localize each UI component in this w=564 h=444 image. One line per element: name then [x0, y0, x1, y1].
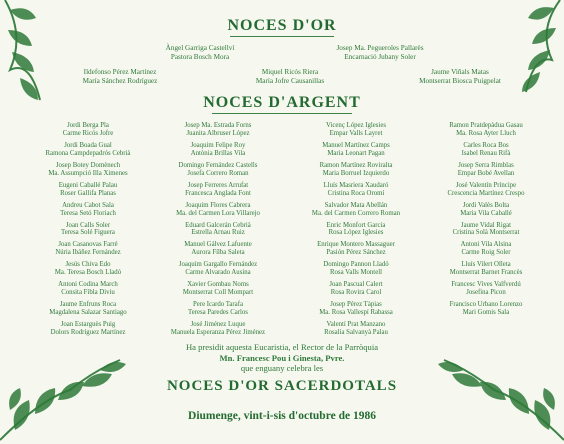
husband-name: Francisco Urbano Lorenzo — [449, 301, 523, 309]
silver-couple — [420, 301, 552, 317]
husband-name: Vicenç López Iglesies — [326, 122, 386, 129]
husband-name: Antoni Codina March — [58, 281, 118, 289]
silver-couple — [290, 162, 422, 178]
priestly-anniversary-title: NOCES D'OR SACERDOTALS — [166, 377, 398, 394]
wife-name: Montserrat Coll Mompart — [182, 289, 254, 297]
husband-name: Jordi Boada Gual — [64, 141, 112, 149]
silver-couple — [290, 321, 422, 337]
wife-name: Crescencia Martínez Crespo — [447, 189, 525, 197]
husband-name: Josep Ferreres Arrufat — [187, 181, 249, 189]
wife-name: Pasión Pérez Sánchez — [326, 249, 386, 257]
silver-couple — [152, 122, 284, 138]
silver-couple — [420, 281, 552, 297]
silver-couple — [22, 301, 154, 317]
silver-couple — [152, 142, 284, 158]
husband-name: Joan Calls Soler — [65, 221, 111, 229]
wife-name: Ma. Teresa Bosch Lladó — [54, 269, 122, 277]
wife-name: Isabel Renau Rifà — [461, 149, 511, 157]
wife-name: Rosalia Salvanyà Palau — [324, 328, 388, 336]
wife-name: Juanita Albruser López — [186, 129, 250, 137]
silver-couple — [290, 241, 422, 257]
husband-name: Josep Pérez Tàpias — [330, 301, 382, 309]
silver-couple — [420, 202, 552, 218]
silver-couple — [290, 202, 422, 218]
silver-anniversary-title: NOCES D'ARGENT — [203, 94, 361, 111]
silver-couple — [290, 122, 422, 138]
silver-couple — [152, 162, 284, 178]
wife-name: Teresa Paredes Carlos — [188, 309, 248, 317]
silver-couple — [290, 301, 422, 317]
silver-couple — [22, 261, 154, 277]
wife-name: Antònia Brillas Vila — [190, 149, 246, 157]
silver-column — [22, 122, 154, 341]
silver-couple — [22, 162, 154, 178]
silver-couple — [152, 241, 284, 257]
wife-name: Carme Roig Soler — [461, 249, 511, 257]
silver-couple — [152, 301, 284, 317]
wife-name: Ramona Campdepadrós Cebrià — [45, 149, 131, 157]
wife-name: Carme Ricós Jofre — [62, 129, 114, 137]
husband-name: Jesús Chiva Edo — [65, 261, 111, 269]
rector-name: Mn. Francesc Pou i Ginesta, Pvre. — [219, 352, 345, 363]
wife-name: Teresa Solé Figuera — [61, 229, 115, 237]
husband-name: Joaquim Gargallo Fernández — [178, 261, 258, 269]
silver-couple — [152, 202, 284, 218]
silver-column — [290, 122, 422, 341]
wife-name: Empar Bobé Avellan — [457, 169, 515, 177]
silver-couple — [22, 202, 154, 218]
wife-name: Josefina Picon — [466, 289, 506, 297]
wife-name: Dolors Rodríguez Martínez — [50, 328, 126, 336]
silver-couple — [290, 261, 422, 277]
husband-name: Domingo Pannon Lladó — [323, 261, 389, 269]
silver-couple — [420, 162, 552, 178]
wife-name: Montserrat Barnet Francès — [449, 269, 523, 277]
silver-couple — [420, 241, 552, 257]
silver-couple — [420, 182, 552, 198]
silver-couple — [152, 222, 284, 238]
wife-name: Magdalena Salazar Santiago — [49, 309, 127, 317]
silver-couple — [22, 142, 154, 158]
husband-name: Jaume Enfruns Roca — [59, 301, 117, 309]
gold-title-underline — [230, 36, 334, 37]
wife-name: Cristina Roca Oromí — [327, 189, 385, 197]
husband-name: Antoni Vila Alsina — [460, 241, 512, 249]
silver-couple — [290, 182, 422, 198]
husband-name: Manuel Gálvez Lafuente — [184, 241, 252, 249]
wife-name: Maria Leonart Pagan — [327, 149, 385, 157]
silver-couple — [22, 241, 154, 257]
husband-name: José Valentín Príncipe — [455, 181, 517, 189]
silver-couple — [152, 261, 284, 277]
silver-column — [420, 122, 552, 321]
husband-name: Domingo Fernández Castells — [178, 161, 258, 169]
wife-name: Rosa Valls Montell — [330, 269, 382, 277]
husband-name: Carles Roca Bos — [463, 141, 509, 149]
wife-name: Mari Gomis Sala — [462, 309, 510, 317]
wife-name: Roser Gallifa Planas — [60, 189, 116, 197]
silver-couple — [22, 281, 154, 297]
husband-name: Joan Pascual Calert — [329, 281, 383, 289]
husband-name: Pere Icardo Tarafa — [193, 301, 243, 309]
husband-name: José Jiménez Luque — [190, 321, 246, 329]
wife-name: Maria Borruel Izquierdo — [322, 169, 390, 177]
wife-name: Manuela Esperanza Pérez Jiménez — [170, 328, 266, 336]
wife-name: Ma. del Carmen Lora Villarejo — [176, 209, 260, 217]
husband-name: Manuel Martínez Camps — [322, 141, 390, 149]
wife-name: Núria Ibáñez Fernández — [55, 249, 121, 257]
husband-name: Josep Serra Rimblas — [458, 161, 514, 169]
wife-name: Rosa Rovira Carol — [330, 289, 382, 297]
presided-line: Ha presidit aquesta Eucaristia, el Rector de la Parròquia — [185, 342, 379, 352]
wife-name: Ma. Rosa Vallespí Rabassa — [319, 309, 393, 317]
husband-name: Joaquim Felipe Roy — [190, 141, 246, 149]
husband-name: Valentí Prat Manzano — [326, 321, 386, 329]
husband-name: Joan Casanovas Farré — [58, 241, 118, 249]
husband-name: Ramon Martínez Roviralta — [319, 161, 393, 169]
wife-name: Josefa Correro Roman — [187, 169, 249, 177]
gold-couple: Josep Ma. Pegueroles Pallarès Encarnació Jubany Soler — [336, 44, 424, 61]
husband-name: Lluís Masriera Xaudaró — [323, 181, 389, 189]
husband-name: Ramon Pratdepàdua Gasau — [449, 122, 523, 129]
wife-name: Consita Fíbla Diviu — [61, 289, 115, 297]
wife-name: Ma. Assumpció Illa Ximenes — [48, 169, 128, 177]
husband-name: Jaume Vidal Rigat — [460, 221, 512, 229]
wife-name: Ma. del Carmen Correro Roman — [311, 209, 401, 217]
silver-couple — [22, 122, 154, 138]
husband-name: Eugeni Caballé Palau — [58, 181, 118, 189]
wife-name: Cristina Solà Montserrat — [452, 229, 520, 237]
silver-couple — [290, 222, 422, 238]
husband-name: Enric Monfort Garcia — [326, 221, 386, 229]
silver-couple — [420, 261, 552, 277]
husband-name: Joan Estarguès Puig — [60, 321, 116, 329]
silver-couple — [22, 182, 154, 198]
husband-name: Lluís Vilert Olleta — [461, 261, 511, 269]
silver-couple — [152, 281, 284, 297]
wife-name: Carme Alvarado Ausina — [185, 269, 251, 277]
husband-name: Francesc Vives Valfverdú — [451, 281, 521, 289]
husband-name: Xavier Gombau Noms — [187, 281, 249, 289]
husband-name: Josep Ma. Estrada Forns — [184, 122, 252, 129]
silver-column — [152, 122, 284, 341]
husband-name: Andreu Cabot Sala — [62, 201, 114, 209]
silver-couple — [420, 142, 552, 158]
wife-name: Maria Vila Caballé — [460, 209, 512, 217]
wife-name: Estrella Arnau Ruiz — [191, 229, 245, 237]
husband-name: Jordi Valès Bolta — [462, 201, 510, 209]
silver-couple — [152, 182, 284, 198]
wife-name: Empar Valls Layret — [329, 129, 383, 137]
silver-couple — [22, 321, 154, 337]
husband-name: Joaquim Flores Cabrera — [185, 201, 251, 209]
wife-name: Teresa Setó Floriach — [60, 209, 116, 217]
husband-name: Eduard Galcerán Cebrià — [185, 221, 251, 229]
wife-name: Ma. Rosa Ayter Lluch — [456, 129, 516, 137]
silver-couple — [290, 142, 422, 158]
silver-couple — [290, 281, 422, 297]
celebration-notice — [0, 342, 564, 395]
silver-title-underline — [212, 113, 352, 114]
husband-name: Jordi Berga Pla — [67, 122, 109, 129]
wife-name: Rosa López Iglesies — [328, 229, 384, 237]
silver-couple — [22, 222, 154, 238]
silver-couple — [420, 122, 552, 138]
gold-couple: Miquel Ricós Riera María Jofre Causanillas — [255, 68, 325, 85]
celebrates-line: que enguany celebra les — [240, 363, 324, 373]
husband-name: Josep Botey Domènech — [55, 161, 121, 169]
wife-name: Aurora Fílba Saleta — [191, 249, 245, 257]
wife-name: Francesca Anglada Font — [185, 189, 251, 197]
husband-name: Salvador Mata Abellán — [324, 201, 388, 209]
gold-couple: Jaume Viñals Matas Montserrat Biosca Puigpelat — [419, 68, 501, 85]
husband-name: Enrique Montero Massaguer — [317, 241, 395, 249]
gold-couple: Ildefonso Pérez Martínez María Sánchez Rodríguez — [82, 68, 158, 85]
event-date: Diumenge, vint-i-sis d'octubre de 1986 — [188, 410, 376, 422]
silver-couple — [420, 222, 552, 238]
silver-couple — [152, 321, 284, 337]
gold-couple: Àngel Garriga Castellví Pastora Bosch Mora — [165, 44, 235, 61]
gold-anniversary-title: NOCES D'OR — [227, 17, 337, 34]
